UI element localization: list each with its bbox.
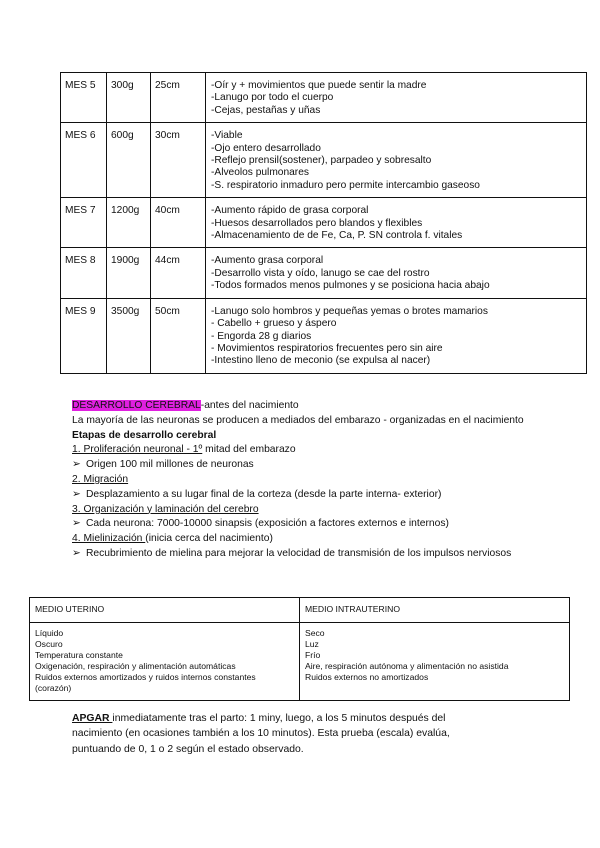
stage-4 bbox=[72, 532, 542, 547]
details-cell bbox=[206, 123, 587, 198]
header-medio-intrauterino: MEDIO INTRAUTERINO bbox=[300, 598, 570, 623]
stage-1-title: 1. Proliferación neuronal - 1º bbox=[72, 444, 203, 456]
month-cell: MES 9 bbox=[61, 298, 107, 373]
stage-2-title: 2. Migración bbox=[72, 473, 129, 485]
brain-heading: DESARROLLO CEREBRAL bbox=[72, 400, 201, 411]
stage-2 bbox=[72, 473, 542, 488]
apgar-text: inmediatamente tras el parto: 1 miny, luego, a los 5 minutos después del nacimiento (en ocasiones también a los 10 minutos). Esta prueba (escala) evalúa, puntuando de 0, 1 o 2 según el estado observado. bbox=[72, 713, 450, 755]
brain-development-section bbox=[72, 399, 542, 562]
month-cell: MES 5 bbox=[61, 73, 107, 123]
stage-4-title: 4. Mielinización bbox=[72, 533, 146, 545]
stage-4-bullet-text: Recubrimiento de mielina para mejorar la velocidad de transmisión de los impulsos nerviosos bbox=[86, 547, 512, 559]
apgar-title: APGAR bbox=[72, 713, 113, 724]
detail-line: -Aumento rápido de grasa corporal bbox=[211, 205, 369, 217]
length-cell: 30cm bbox=[151, 123, 206, 198]
stage-1 bbox=[72, 443, 542, 458]
brain-heading-suffix: -antes del nacimiento bbox=[200, 400, 299, 411]
weight-cell: 3500g bbox=[107, 298, 151, 373]
details-cell bbox=[206, 73, 587, 123]
arrow-bullet-icon: ➢ bbox=[72, 488, 81, 500]
month-row bbox=[61, 73, 587, 123]
month-row bbox=[61, 123, 587, 198]
stage-3 bbox=[72, 503, 542, 518]
medio-item: Luz bbox=[305, 639, 319, 649]
stage-1-bullet bbox=[72, 458, 542, 473]
medio-item: Oscuro bbox=[35, 639, 63, 649]
weight-cell: 1900g bbox=[107, 248, 151, 298]
medium-comparison-table bbox=[29, 597, 570, 701]
medio-item: Ruidos externos no amortizados bbox=[305, 672, 429, 682]
detail-line: -Huesos desarrollados pero blandos y flexibles bbox=[211, 217, 423, 229]
medium-content-row bbox=[30, 623, 570, 701]
medium-header-row bbox=[30, 598, 570, 623]
detail-line: -Ojo entero desarrollado bbox=[211, 142, 321, 154]
length-cell: 25cm bbox=[151, 73, 206, 123]
length-cell: 40cm bbox=[151, 198, 206, 248]
medio-item: Aire, respiración autónoma y alimentación no asistida bbox=[305, 661, 509, 671]
weight-cell: 600g bbox=[107, 123, 151, 198]
details-cell bbox=[206, 198, 587, 248]
detail-line: -Intestino lleno de meconio (se expulsa al nacer) bbox=[211, 355, 431, 367]
month-cell: MES 7 bbox=[61, 198, 107, 248]
length-cell: 44cm bbox=[151, 248, 206, 298]
fetal-development-table-body bbox=[61, 73, 587, 374]
detail-line: -Lanugo solo hombros y pequeñas yemas o brotes mamarios bbox=[211, 305, 488, 317]
stage-3-bullet-text: Cada neurona: 7000-10000 sinapsis (exposición a factores externos e internos) bbox=[86, 518, 449, 530]
detail-line: -Aumento grasa corporal bbox=[211, 255, 324, 267]
stage-3-bullet bbox=[72, 517, 542, 532]
weight-cell: 300g bbox=[107, 73, 151, 123]
detail-line: -Oír y + movimientos que puede sentir la madre bbox=[211, 80, 427, 91]
stage-1-bullet-text: Origen 100 mil millones de neuronas bbox=[86, 459, 254, 471]
details-cell bbox=[206, 248, 587, 298]
detail-line: -Lanugo por todo el cuerpo bbox=[211, 92, 334, 104]
detail-line: -Alveolos pulmonares bbox=[211, 167, 309, 179]
detail-line: -Desarrollo vista y oído, lanugo se cae del rostro bbox=[211, 267, 430, 279]
stage-4-bullet bbox=[72, 547, 542, 562]
detail-line: -Todos formados menos pulmones y se posiciona hacia abajo bbox=[211, 280, 490, 292]
medio-item: Oxigenación, respiración y alimentación automáticas bbox=[35, 661, 236, 671]
medio-uterino-list bbox=[30, 623, 300, 701]
month-cell: MES 8 bbox=[61, 248, 107, 298]
fetal-development-table bbox=[60, 72, 587, 374]
details-cell bbox=[206, 298, 587, 373]
medio-item: Líquido bbox=[35, 628, 64, 638]
detail-line: - Cabello + grueso y áspero bbox=[211, 318, 337, 330]
medio-item: Ruidos externos amortizados y ruidos internos constantes (corazón) bbox=[35, 672, 256, 693]
stage-4-suffix: (inicia cerca del nacimiento) bbox=[145, 533, 273, 545]
medio-intrauterino-list bbox=[300, 623, 570, 701]
detail-line: -S. respiratorio inmaduro pero permite intercambio gaseoso bbox=[211, 179, 480, 191]
detail-line: - Movimientos respiratorios frecuentes pero sin aire bbox=[211, 342, 443, 354]
arrow-bullet-icon: ➢ bbox=[72, 518, 81, 530]
detail-line: -Cejas, pestañas y uñas bbox=[211, 104, 321, 116]
arrow-bullet-icon: ➢ bbox=[72, 459, 81, 471]
arrow-bullet-icon: ➢ bbox=[72, 547, 81, 559]
stage-2-bullet bbox=[72, 488, 542, 503]
detail-line: -Almacenamiento de de Fe, Ca, P. SN controla f. vitales bbox=[211, 230, 463, 242]
apgar-paragraph bbox=[72, 711, 492, 757]
weight-cell: 1200g bbox=[107, 198, 151, 248]
medio-item: Temperatura constante bbox=[35, 650, 123, 660]
header-medio-uterino: MEDIO UTERINO bbox=[30, 598, 300, 623]
month-cell: MES 6 bbox=[61, 123, 107, 198]
stage-3-title: 3. Organización y laminación del cerebro bbox=[72, 503, 259, 515]
month-row bbox=[61, 298, 587, 373]
month-row bbox=[61, 198, 587, 248]
medio-item: Frío bbox=[305, 650, 321, 660]
detail-line: -Viable bbox=[211, 130, 243, 142]
detail-line: -Reflejo prensil(sostener), parpadeo y sobresalto bbox=[211, 155, 432, 167]
stage-2-bullet-text: Desplazamiento a su lugar final de la corteza (desde la parte interna- exterior) bbox=[86, 488, 442, 500]
length-cell: 50cm bbox=[151, 298, 206, 373]
month-row bbox=[61, 248, 587, 298]
medio-item: Seco bbox=[305, 628, 325, 638]
brain-heading-line bbox=[72, 399, 542, 414]
brain-intro: La mayoría de las neuronas se producen a mediados del embarazo - organizadas en el nacimiento bbox=[72, 414, 524, 426]
detail-line: - Engorda 28 g diarios bbox=[211, 330, 312, 342]
stage-1-suffix: mitad del embarazo bbox=[202, 444, 296, 456]
brain-stages-title: Etapas de desarrollo cerebral bbox=[72, 429, 217, 441]
